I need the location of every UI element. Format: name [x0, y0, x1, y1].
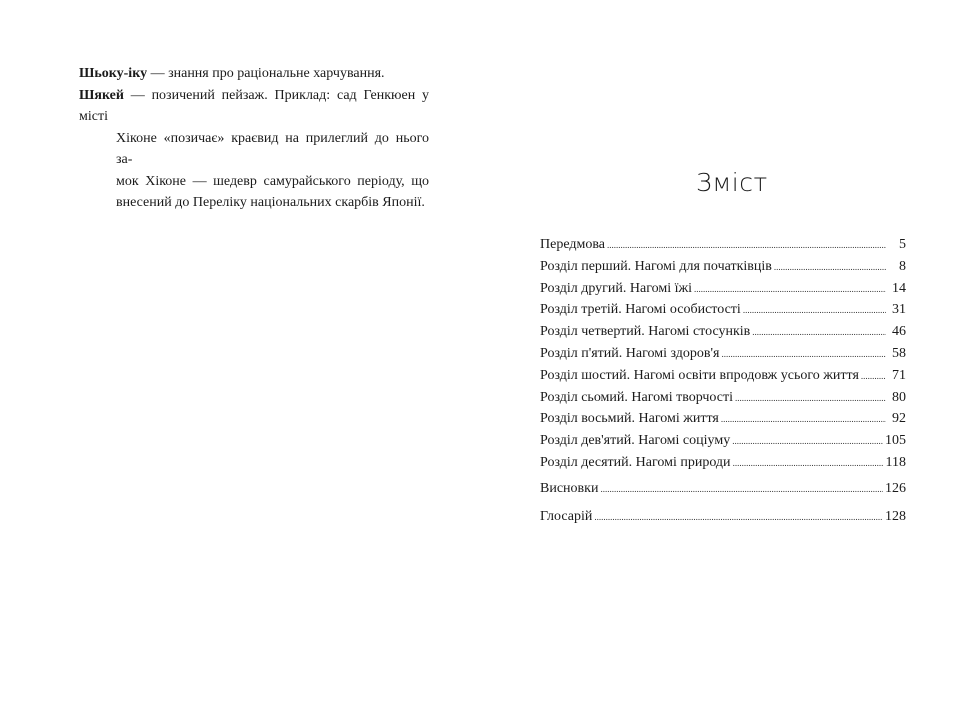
toc-entry-page: 5 — [899, 237, 906, 252]
glossary-line: Хіконе «позичає» краєвид на прилеглий до нього за- — [116, 130, 429, 167]
toc-entry[interactable] — [540, 509, 906, 533]
toc-leader-dots — [735, 393, 886, 403]
toc-leader-dots — [721, 349, 886, 359]
toc-leader-dots — [743, 305, 886, 315]
toc-leader-dots — [694, 284, 886, 294]
toc-leader-dots — [721, 414, 886, 424]
table-of-contents — [540, 237, 906, 533]
toc-entry-page: 14 — [892, 280, 906, 296]
toc-entry-page: 126 — [885, 480, 906, 496]
toc-entry[interactable] — [540, 259, 906, 281]
toc-leader-dots — [594, 512, 883, 522]
toc-entry[interactable] — [540, 302, 906, 324]
toc-entry-label: Глосарій — [540, 508, 593, 524]
glossary-entry — [79, 85, 429, 214]
toc-entry-label: Розділ дев'ятий. Нагомі соціуму — [540, 433, 731, 449]
glossary-entry — [79, 63, 429, 85]
toc-entry[interactable] — [540, 455, 906, 477]
toc-leader-dots — [600, 484, 883, 494]
toc-entry[interactable] — [540, 433, 906, 455]
toc-entry[interactable] — [540, 346, 906, 368]
toc-entry-page: 105 — [885, 433, 906, 449]
toc-entry[interactable] — [540, 481, 906, 505]
toc-entry-label: Розділ шостий. Нагомі освіти впродовж усього життя — [540, 367, 859, 383]
toc-entry-page: 31 — [892, 302, 906, 318]
toc-leader-dots — [861, 371, 886, 381]
glossary-term: Шякей — [79, 87, 124, 103]
toc-entry[interactable] — [540, 368, 906, 390]
toc-leader-dots — [733, 458, 884, 468]
toc-entry-page: 46 — [892, 324, 906, 340]
glossary-definition: — позичений пейзаж. Приклад: сад Генкюен у місті — [79, 87, 429, 124]
toc-entry-label: Розділ п'ятий. Нагомі здоров'я — [540, 345, 720, 361]
glossary-term: Шьоку-іку — [79, 66, 148, 81]
toc-entry[interactable] — [540, 324, 906, 346]
toc-leader-dots — [732, 436, 883, 446]
toc-entry-page: 8 — [899, 258, 906, 274]
toc-entry-page: 80 — [892, 389, 906, 405]
glossary-definition: — знання про раціональне харчування. — [147, 66, 385, 81]
toc-entry-page: 118 — [885, 454, 906, 470]
toc-leader-dots — [607, 240, 886, 250]
toc-entry-label: Розділ перший. Нагомі для початківців — [540, 258, 772, 274]
toc-entry-label: Розділ третій. Нагомі особистості — [540, 302, 741, 318]
toc-entry-label: Розділ четвертий. Нагомі стосунків — [540, 324, 751, 340]
toc-leader-dots — [774, 262, 886, 272]
glossary-line: мок Хіконе — шедевр самурайського періоду, що — [116, 173, 429, 189]
toc-entry-label: Передмова — [540, 237, 605, 252]
toc-entry-page: 71 — [892, 367, 906, 383]
glossary-section — [79, 63, 429, 214]
toc-entry-label: Розділ другий. Нагомі їжі — [540, 280, 693, 296]
toc-entry[interactable] — [540, 281, 906, 303]
toc-entry-label: Висновки — [540, 480, 599, 496]
toc-leader-dots — [752, 327, 886, 337]
glossary-definition-continuation — [79, 128, 429, 214]
toc-entry-page: 128 — [885, 508, 906, 524]
toc-entry[interactable] — [540, 237, 906, 259]
toc-entry-label: Розділ восьмий. Нагомі життя — [540, 411, 719, 427]
toc-entry[interactable] — [540, 390, 906, 412]
glossary-line: внесений до Переліку національних скарбів Японії. — [116, 195, 425, 210]
toc-entry-label: Розділ сьомий. Нагомі творчості — [540, 389, 733, 405]
toc-entry-label: Розділ десятий. Нагомі природи — [540, 454, 731, 470]
toc-title: Зміст — [696, 168, 768, 197]
toc-entry-page: 92 — [892, 411, 906, 427]
toc-entry-page: 58 — [892, 345, 906, 361]
toc-entry[interactable] — [540, 411, 906, 433]
